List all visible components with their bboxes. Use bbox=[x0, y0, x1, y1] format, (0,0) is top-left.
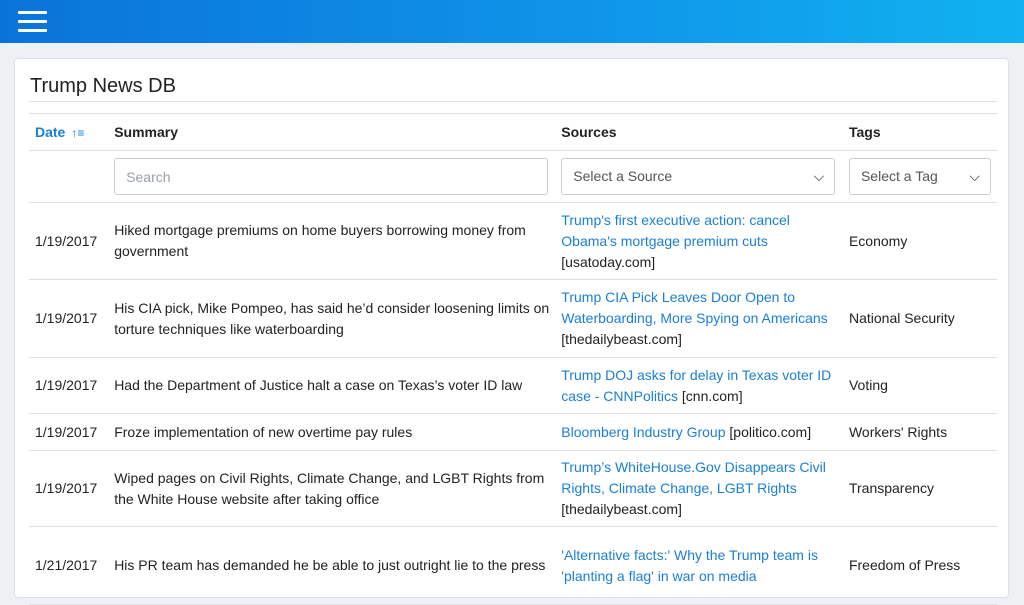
source-link[interactable]: Trump's first executive action: cancel Obama's mortgage premium cuts bbox=[561, 211, 790, 249]
row-source bbox=[555, 280, 843, 358]
row-source bbox=[555, 358, 843, 414]
page-title: Trump News DB bbox=[30, 75, 176, 97]
date-column-header[interactable] bbox=[29, 114, 108, 151]
top-app-bar bbox=[0, 0, 1024, 43]
row-tag: Workers' Rights bbox=[843, 414, 997, 451]
row-tag: National Security bbox=[843, 280, 997, 358]
row-source bbox=[555, 451, 843, 527]
source-domain: [usatoday.com] bbox=[561, 253, 656, 270]
row-summary: Froze implementation of new overtime pay rules bbox=[108, 414, 555, 451]
filter-cell-search bbox=[108, 151, 555, 203]
source-link[interactable]: Trump’s WhiteHouse.Gov Disappears Civil Rights, Climate Change, LGBT Rights bbox=[561, 459, 826, 496]
table-header-row bbox=[29, 114, 997, 151]
tag-select-label: Select a Tag bbox=[860, 168, 938, 184]
title-divider bbox=[29, 101, 997, 102]
row-summary: His CIA pick, Mike Pompeo, has said he’d consider loosening limits on torture techniques like waterboarding bbox=[108, 280, 555, 358]
filter-row bbox=[29, 151, 997, 203]
filter-cell-source bbox=[555, 151, 843, 203]
table-row bbox=[29, 414, 997, 451]
news-table bbox=[29, 113, 997, 605]
date-header-label: Date bbox=[35, 124, 66, 140]
source-select-label: Select a Source bbox=[573, 168, 673, 184]
row-tag: Freedom of Press bbox=[843, 527, 997, 605]
chevron-down-icon: ⌵ bbox=[969, 168, 980, 184]
filter-cell-tag bbox=[843, 151, 997, 203]
sort-ascending-icon[interactable]: ↑≡ bbox=[71, 126, 85, 140]
source-link[interactable]: Bloomberg Industry Group bbox=[561, 423, 726, 440]
row-source bbox=[555, 414, 843, 451]
table-row bbox=[29, 358, 997, 414]
hamburger-menu-icon[interactable] bbox=[18, 11, 47, 32]
sources-column-header: Sources bbox=[555, 114, 843, 151]
row-source bbox=[555, 527, 843, 605]
table-row bbox=[29, 203, 997, 280]
source-domain: [thedailybeast.com] bbox=[561, 501, 682, 517]
search-input[interactable] bbox=[114, 158, 548, 195]
source-domain: [politico.com] bbox=[729, 423, 812, 440]
table-row bbox=[29, 451, 997, 527]
row-summary: His PR team has demanded he be able to just outright lie to the press bbox=[108, 527, 555, 605]
table-row bbox=[29, 280, 997, 358]
content-card bbox=[14, 58, 1009, 598]
tag-select[interactable] bbox=[849, 158, 991, 195]
summary-column-header: Summary bbox=[108, 114, 555, 151]
row-summary: Had the Department of Justice halt a case on Texas’s voter ID law bbox=[108, 358, 555, 414]
row-date: 1/19/2017 bbox=[29, 280, 108, 358]
source-domain: [cnn.com] bbox=[681, 387, 743, 404]
row-tag: Economy bbox=[843, 203, 997, 280]
table-row bbox=[29, 527, 997, 605]
source-link[interactable]: Trump DOJ asks for delay in Texas voter ID case - CNNPolitics bbox=[561, 366, 832, 404]
row-date: 1/19/2017 bbox=[29, 358, 108, 414]
source-link[interactable]: 'Alternative facts:' Why the Trump team is 'planting a flag' in war on media bbox=[561, 546, 818, 584]
source-domain: [thedailybeast.com] bbox=[561, 331, 682, 347]
chevron-down-icon: ⌵ bbox=[813, 168, 825, 184]
row-date: 1/19/2017 bbox=[29, 203, 108, 280]
row-source bbox=[555, 203, 843, 280]
tags-column-header: Tags bbox=[843, 114, 997, 151]
row-date: 1/21/2017 bbox=[29, 527, 108, 605]
source-link[interactable]: Trump CIA Pick Leaves Door Open to Waterboarding, More Spying on Americans bbox=[561, 289, 828, 326]
row-summary: Wiped pages on Civil Rights, Climate Change, and LGBT Rights from the White House website after taking office bbox=[108, 451, 555, 527]
source-select[interactable] bbox=[561, 158, 835, 195]
row-tag: Transparency bbox=[843, 451, 997, 527]
row-tag: Voting bbox=[843, 358, 997, 414]
row-date: 1/19/2017 bbox=[29, 414, 108, 451]
row-summary: Hiked mortgage premiums on home buyers borrowing money from government bbox=[108, 203, 555, 280]
row-date: 1/19/2017 bbox=[29, 451, 108, 527]
filter-cell-empty bbox=[29, 151, 108, 203]
